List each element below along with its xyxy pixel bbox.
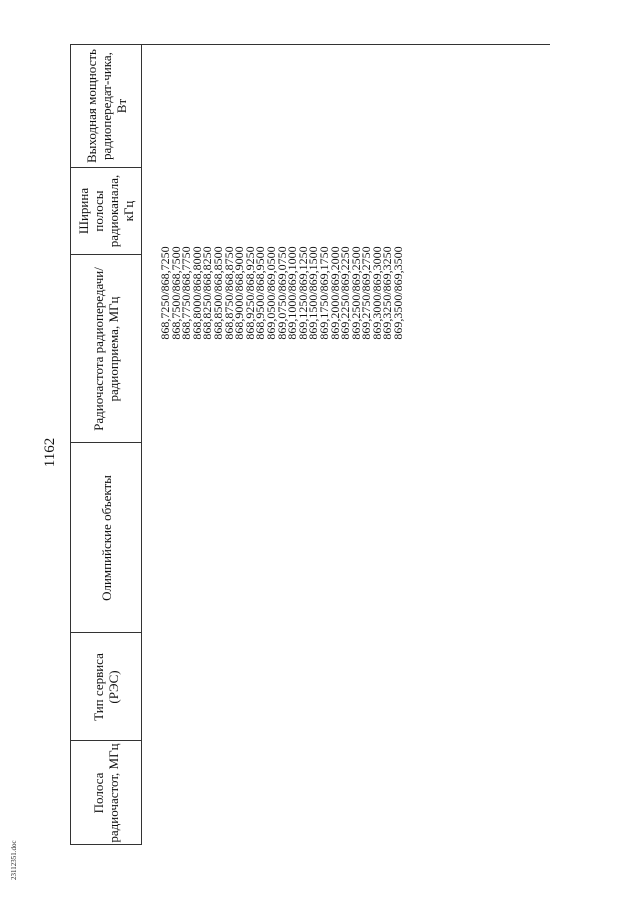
table-row: 868,7250/868,7250 (158, 246, 172, 340)
column-divider (70, 632, 142, 633)
table-row: 868,8000/868,8000 (189, 246, 204, 340)
table-row: 869,2750/869,2750 (359, 246, 374, 340)
column-divider (70, 442, 142, 443)
column-divider (70, 167, 142, 168)
table-row: 869,2000/869,2000 (327, 246, 342, 340)
table-top-border (70, 45, 71, 845)
header-channel-bandwidth: Ширина полосы радиоканала, кГц (76, 174, 136, 248)
header-service-type: Тип сервиса (РЭС) (91, 653, 121, 721)
table-row: 869,1250/869,1250 (295, 246, 310, 340)
column-divider (70, 740, 142, 741)
document-code: 23112351.doc (10, 840, 18, 880)
header-frequency-band: Полоса радиочастот, МГц (91, 743, 121, 843)
table-row: 868,8750/868,8750 (221, 246, 236, 340)
table-body-border (70, 44, 550, 45)
table-row: 869,3500/869,3500 (391, 246, 406, 340)
table-row: 868,9000/868,9000 (232, 246, 247, 340)
table-row: 869,3250/869,3250 (380, 246, 395, 340)
header-output-power: Выходная мощность радиопередат-чика, Вт (83, 49, 129, 164)
table-row: 869,0500/869,0500 (263, 246, 278, 340)
header-olympic-objects: Олимпийские объекты (98, 475, 114, 601)
table-row: 869,2500/869,2500 (348, 246, 363, 340)
table-row: 868,8250/868,8250 (200, 246, 215, 340)
table-row: 868,7500/868,7500 (168, 246, 183, 340)
table-row: 868,9500/868,9500 (253, 246, 268, 340)
table-row: 869,1000/869,1000 (285, 246, 300, 340)
table-row: 868,8500/868,8500 (210, 246, 225, 340)
table-header-bottom-border (141, 45, 142, 845)
table-row: 869,2250/869,2250 (338, 246, 353, 340)
column-divider (70, 254, 142, 255)
table-row: 869,0750/869,0750 (274, 246, 289, 340)
page-number: 1162 (42, 437, 58, 468)
table-row: 869,3000/869,3000 (369, 246, 384, 340)
table-row: 868,7750/868,7750 (179, 246, 194, 340)
header-radio-frequency: Радиочастота радиопередачи/ радиоприема, МГц (91, 267, 121, 431)
frequency-list (160, 163, 404, 423)
table-row: 868,9250/868,9250 (242, 246, 257, 340)
column-divider (70, 844, 142, 845)
table-row: 869,1750/869,1750 (316, 246, 331, 340)
table-row: 869,1500/869,1500 (306, 246, 321, 340)
